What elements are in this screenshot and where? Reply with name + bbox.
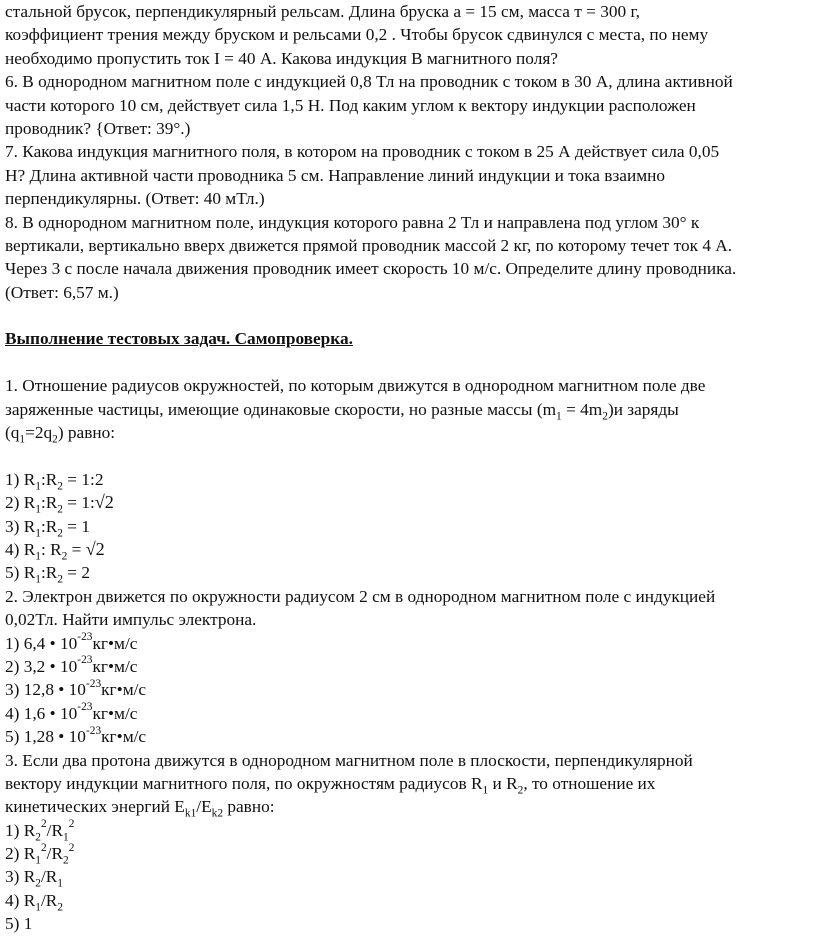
text-line: коэффициент трения между бруском и рельсами 0,2 . Чтобы брусок сдвинулся с места, по нему bbox=[5, 25, 709, 45]
text-line: (Ответ: 6,57 м.) bbox=[5, 282, 119, 302]
answer-option: 4) 1,6 • $10^{-23}кг•м/с$ bbox=[5, 701, 138, 723]
answer-option: 4) $R_1$: $R_2 = √2$ bbox=[5, 538, 105, 563]
answer-option: 5) $R_1:R_2 = 2$ bbox=[5, 563, 91, 586]
question-text: 2. Электрон движется по окружности радиусом 2 см в однородном магнитном поле с индукцией bbox=[5, 586, 716, 606]
answer-option: 2) 3,2 • $10^{-23}кг•м/с$ bbox=[5, 654, 138, 676]
question-3 bbox=[5, 749, 812, 936]
text-line: 6. В однородном магнитном поле с индукцией 0,8 Тл на проводник с током в 30 А, длина активной bbox=[5, 72, 733, 92]
answer-option: 3) $R_1:R_2 = 1$ bbox=[5, 516, 91, 540]
question-text: заряженные частицы, имеющие одинаковые скорости, но разные массы $(m_1 = 4m_2)и$ заряды bbox=[5, 399, 679, 423]
text-line: 7. Какова индукция магнитного поля, в котором на проводник с током в 25 А действует сила 0,05 bbox=[5, 142, 720, 162]
text-line: необходимо пропустить ток I = 40 А. Какова индукция В магнитного поля? bbox=[5, 48, 558, 68]
question-text: $(q_1=2q_2)$ равно: bbox=[5, 423, 116, 446]
answer-option: 3) 12,8 • $10^{-23}кг•м/с$ bbox=[5, 677, 147, 700]
question-text: 0,02Тл. Найти импульс электрона. bbox=[5, 610, 257, 630]
answer-option: 4) $R_1/R_2$ bbox=[5, 890, 63, 914]
text-line: 8. В однородном магнитном поле, индукция которого равна 2 Тл и направлена под углом 30° к bbox=[5, 212, 700, 232]
question-text: 1. Отношение радиусов окружностей, по которым движутся в однородном магнитном поле две bbox=[5, 376, 706, 396]
sqrt-symbol: √2 bbox=[94, 492, 114, 513]
text-line: проводник? {Ответ: 39°.) bbox=[5, 118, 191, 138]
question-text: 3. Если два протона движутся в однородном магнитном поле в плоскости, перпендикулярной bbox=[5, 750, 693, 770]
text-line: части которого 10 см, действует сила 1,5 Н. Под каким углом к вектору индукции расположен bbox=[5, 95, 696, 115]
answer-option: 3) $R_2/R_1$ bbox=[5, 867, 63, 890]
text-line: Через 3 с после начала движения проводник имеет скорость 10 м/с. Определите длину проводника. bbox=[5, 259, 737, 279]
question-2 bbox=[5, 585, 812, 749]
problem-text-top bbox=[5, 0, 812, 304]
text-line: Н? Длина активной части проводника 5 см. Направление линий индукции и тока взаимно bbox=[5, 165, 666, 185]
question-text: кинетических энергий $E_{k1}/E_{k2}$ равно: bbox=[5, 797, 275, 820]
question-1 bbox=[5, 374, 812, 585]
text-line: вертикали, вертикально вверх движется прямой проводник массой 2 кг, по которому течет ток 4 А. bbox=[5, 235, 733, 255]
answer-option: 5) 1 bbox=[5, 914, 33, 934]
text-line: перпендикулярны. (Ответ: 40 мТл.) bbox=[5, 189, 265, 209]
answer-option: 2) $R_1:R_2$ = 1:√2 bbox=[5, 492, 114, 516]
answer-option: 2) $R_1^2/R_2^2$ bbox=[5, 841, 75, 867]
question-text: вектору индукции магнитного поля, по окружностям радиусов $R_1$ и $R_2$, то отношение их bbox=[5, 773, 656, 797]
answer-option: 1) $R_2^2/R_1^2$ bbox=[5, 818, 75, 844]
section-heading: Выполнение тестовых задач. Самопроверка. bbox=[5, 329, 353, 349]
answer-option: 1) $R_1:R_2$ = 1:2 bbox=[5, 469, 104, 493]
text-line: стальной брусок, перпендикулярный рельсам. Длина бруска а = 15 см, масса т = 300 г, bbox=[5, 2, 640, 21]
answer-option: 1) 6,4 • $10^{-23}кг•м/с$ bbox=[5, 631, 138, 653]
sqrt-symbol: √2 bbox=[85, 538, 105, 559]
answer-option: 5) 1,28 • $10^{-23}кг•м/с$ bbox=[5, 724, 147, 747]
